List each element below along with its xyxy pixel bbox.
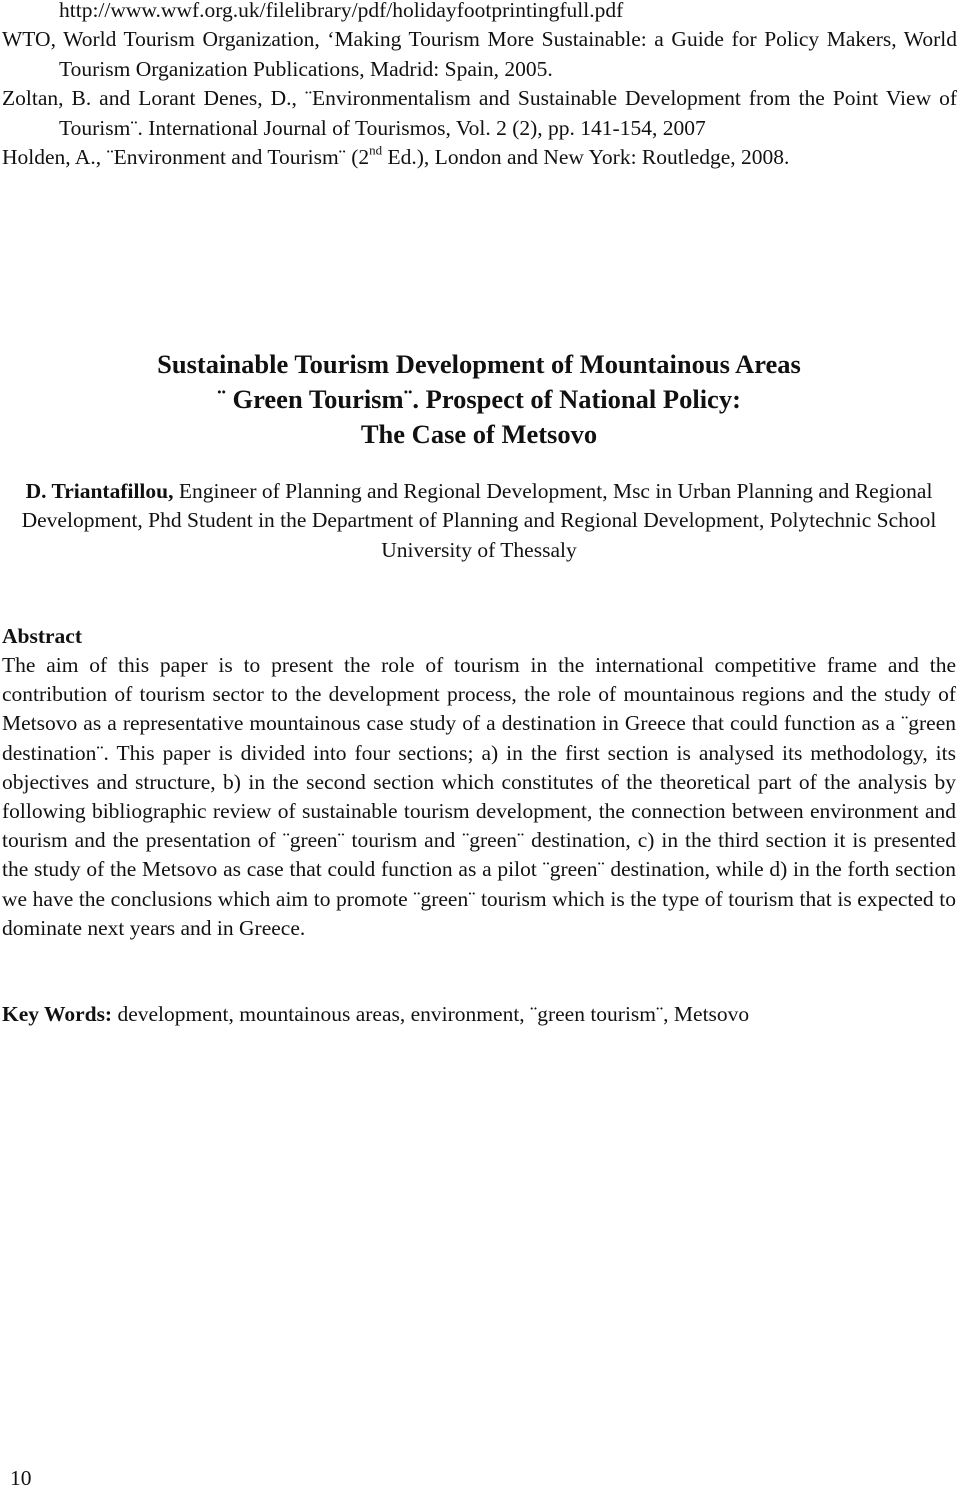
keywords-label: Key Words:	[2, 1002, 113, 1026]
title-line: ¨ Green Tourism¨. Prospect of National Policy:	[217, 384, 741, 414]
reference-item: WTO, World Tourism Organization, ‘Making Tourism More Sustainable: a Guide for Policy Makers, World Tourism Organization Publications, Madrid: Spain, 2005.	[2, 27, 957, 81]
author-block	[0, 477, 958, 565]
page-number: 10	[10, 1466, 32, 1490]
title-line: Sustainable Tourism Development of Mountainous Areas	[157, 349, 801, 379]
references-list	[2, 0, 957, 172]
keywords	[2, 1000, 956, 1029]
reference-item: Zoltan, B. and Lorant Denes, D., ¨Environmentalism and Sustainable Development from the Point View of Tourism¨. International Journal of Tourismos, Vol. 2 (2), pp. 141-154, 2007	[2, 86, 957, 140]
author-name: D. Triantafillou,	[25, 479, 174, 503]
title-line: The Case of Metsovo	[360, 419, 598, 449]
reference-item	[2, 143, 957, 172]
author-affiliation: Engineer of Planning and Regional Development, Msc in Urban Planning and Regional Development, Phd Student in the Department of Planning and Regional Development, Polytechnic School University of Thessaly	[21, 479, 937, 562]
abstract-body: The aim of this paper is to present the role of tourism in the international competitive frame and the contribution of tourism sector to the development process, the role of mountainous regions and the study of Metsovo as a representative mountainous case study of a destination in Greece that could function as a ¨green destination¨. This paper is divided into four sections; a) in the first section is analysed its methodology, its objectives and structure, b) in the second section which constitutes of the theoretical part of the analysis by following bibliographic review of sustainable tourism development, the connection between environment and tourism and the presentation of ¨green¨ tourism and ¨green¨ destination, c) in the third section it is presented the study of the Metsovo as case that could function as a pilot ¨green¨ destination, while d) in the forth section we have the conclusions which aim to promote ¨green¨ tourism which is the type of tourism that is expected to dominate next years and in Greece.	[2, 653, 956, 940]
paper-title	[0, 347, 958, 452]
reference-superscript: nd	[369, 142, 383, 158]
keywords-text: development, mountainous areas, environment, ¨green tourism¨, Metsovo	[112, 1002, 750, 1026]
abstract-heading: Abstract	[2, 624, 83, 648]
reference-text-before-sup: Holden, A., ¨Environment and Tourism¨ (2	[2, 145, 370, 170]
reference-text-after-sup: Ed.), London and New York: Routledge, 2008.	[382, 145, 790, 170]
reference-item[interactable]: http://www.wwf.org.uk/filelibrary/pdf/holidayfootprintingfull.pdf	[59, 0, 624, 22]
